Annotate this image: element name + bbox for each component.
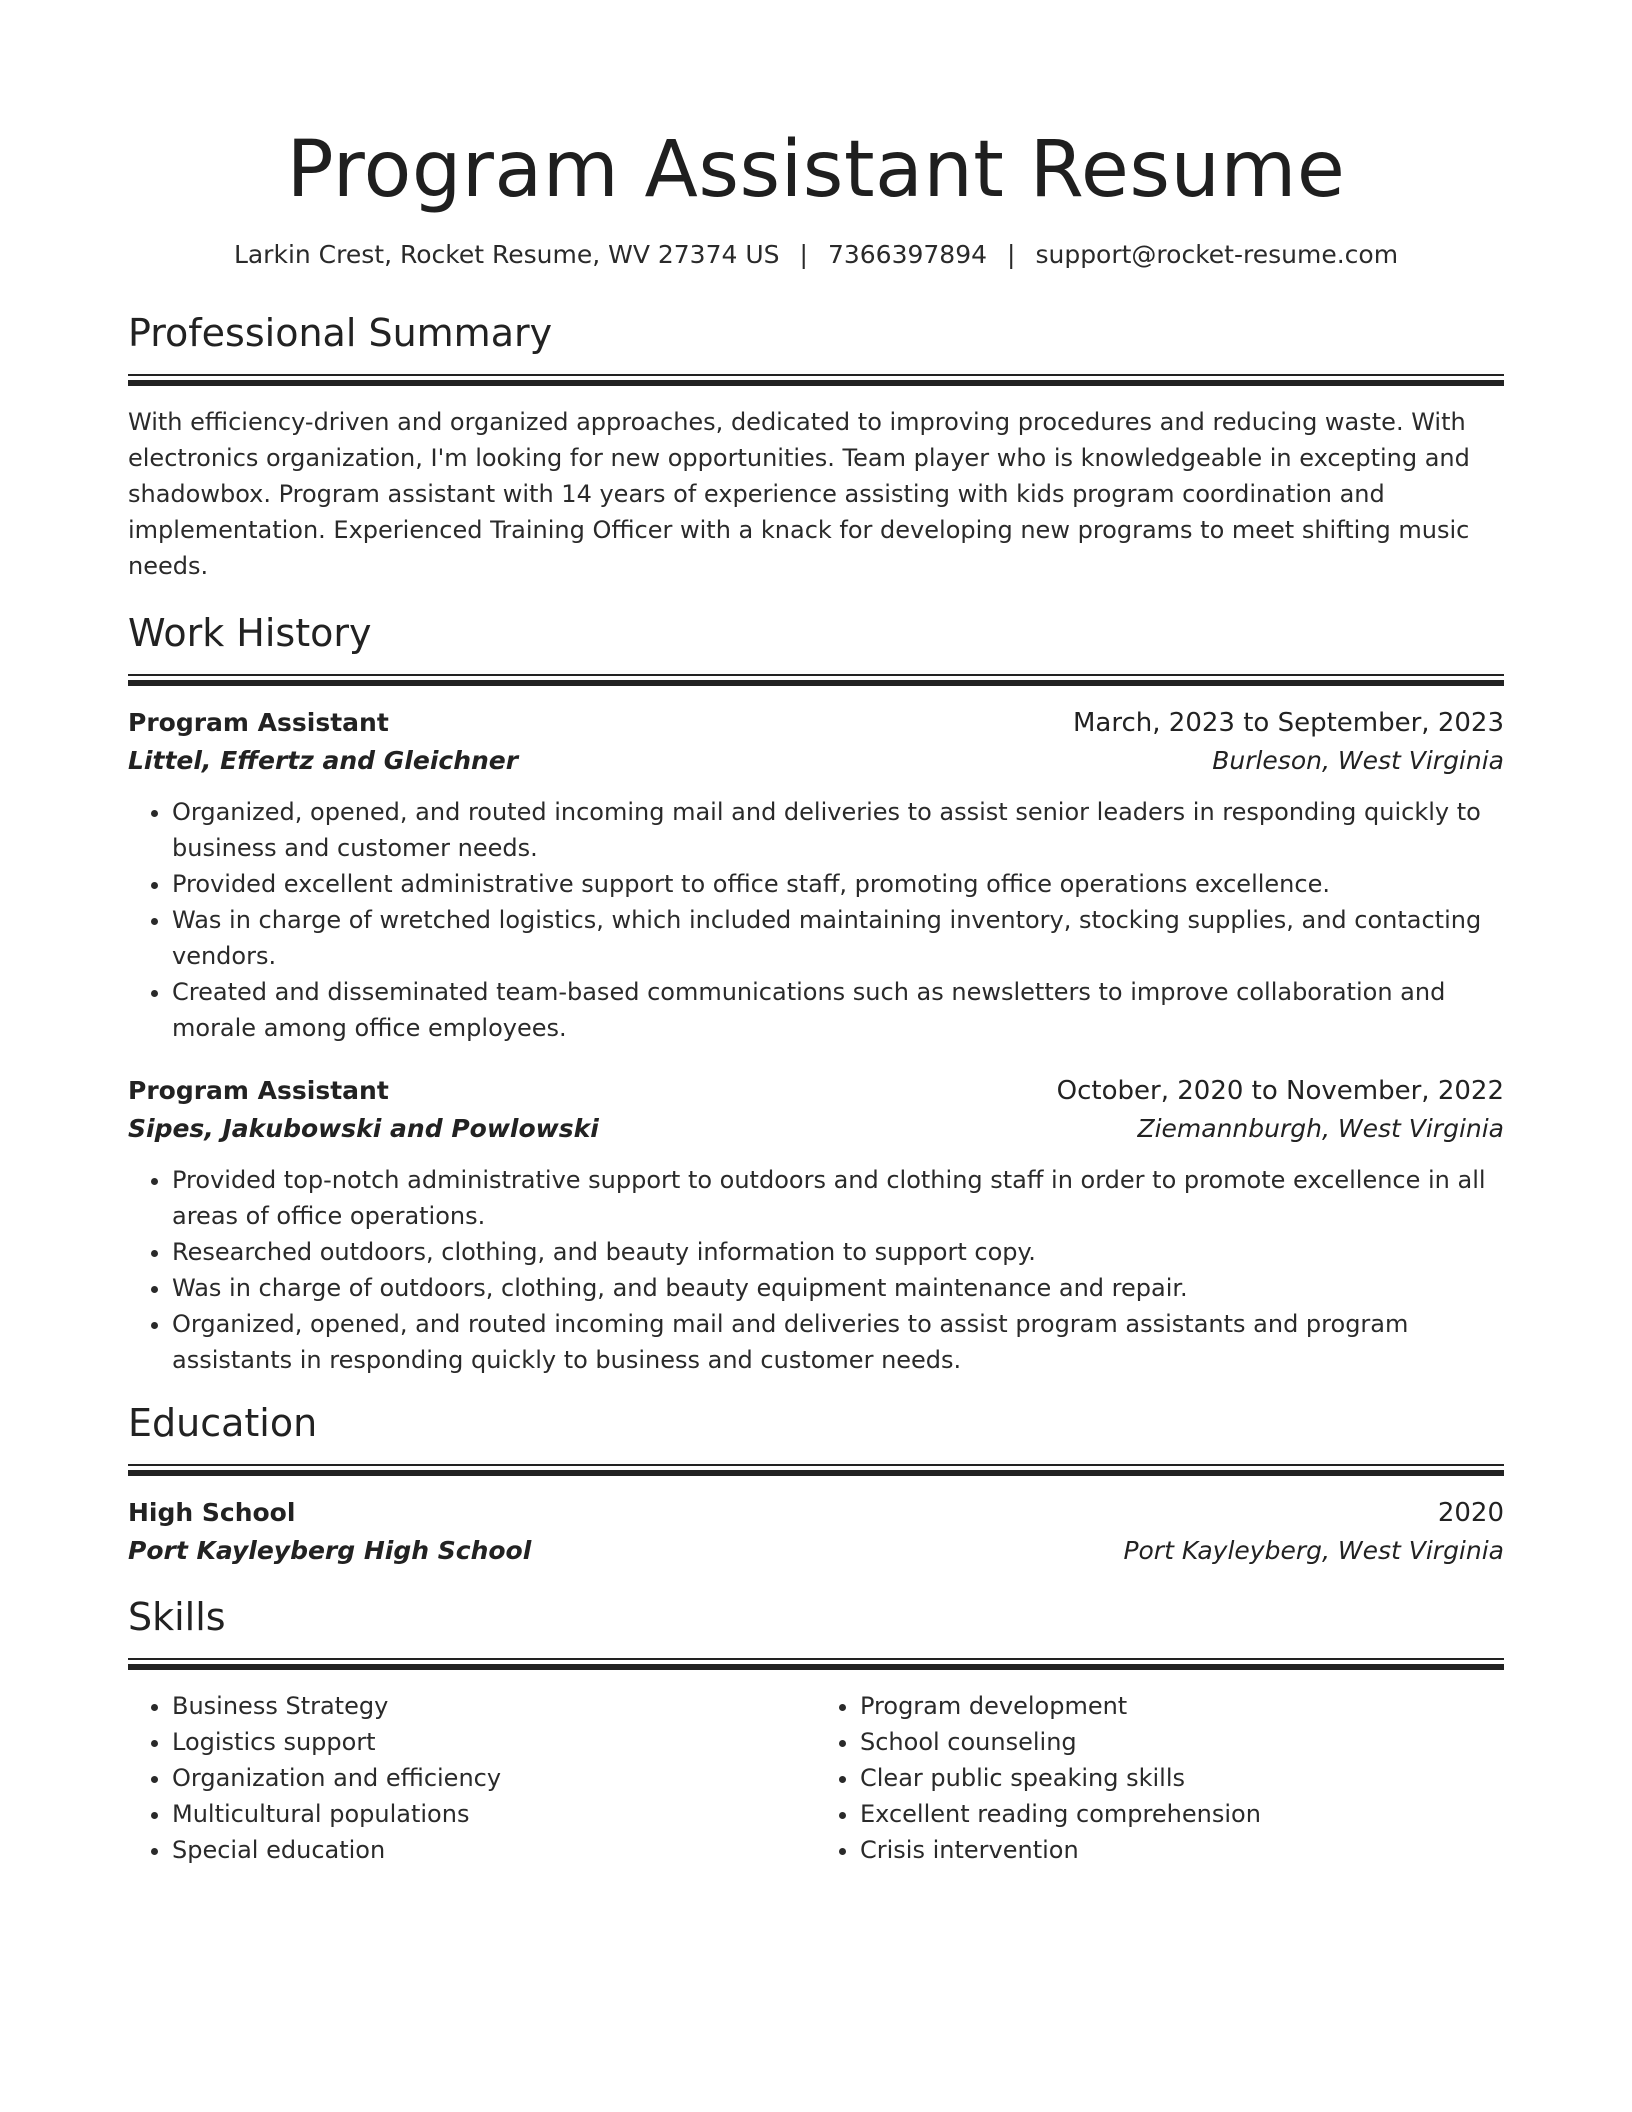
contact-separator: | bbox=[799, 240, 808, 269]
summary-text: With efficiency-driven and organized approaches, dedicated to improving procedures and reducing waste. With electronics organization, I'm looking for new opportunities. Team player who is knowledgeable in excepting and shadowbox. Program assistant with 14 years of experience assisting with kids program coordination and implementation. Experienced Training Officer with a knack for developing new programs to meet shifting music needs. bbox=[128, 408, 1470, 580]
list-item: • Was in charge of outdoors, clothing, and beauty equipment maintenance and repair. bbox=[172, 1270, 1504, 1306]
section-divider bbox=[128, 674, 1504, 686]
job-location: Burleson, West Virginia bbox=[1212, 746, 1504, 775]
list-item: • Provided top-notch administrative support to outdoors and clothing staff in order to promote excellence in all areas of office operations. bbox=[172, 1162, 1504, 1234]
section-divider bbox=[128, 1658, 1504, 1670]
skill-item: • Business Strategy bbox=[172, 1688, 816, 1724]
education-school: Port Kayleyberg High School bbox=[128, 1536, 532, 1565]
list-item: • Researched outdoors, clothing, and beauty information to support copy. bbox=[172, 1234, 1504, 1270]
section-divider bbox=[128, 374, 1504, 386]
list-item: • Provided excellent administrative support to office staff, promoting office operations excellence. bbox=[172, 866, 1504, 902]
education-section bbox=[128, 1398, 1504, 1570]
contact-separator: | bbox=[1007, 240, 1016, 269]
professional-summary-section bbox=[128, 308, 1504, 584]
skill-item: • Excellent reading comprehension bbox=[860, 1796, 1504, 1832]
list-item: • Organized, opened, and routed incoming mail and deliveries to assist senior leaders in responding quickly to business and customer needs. bbox=[172, 794, 1504, 866]
education-year: 2020 bbox=[1437, 1498, 1504, 1528]
skills-grid bbox=[128, 1688, 1504, 1868]
education-degree: High School bbox=[128, 1498, 296, 1527]
section-heading-education: Education bbox=[128, 1401, 318, 1445]
resume-title: Program Assistant Resume bbox=[286, 125, 1346, 215]
skills-section bbox=[128, 1592, 1504, 1868]
job-company: Sipes, Jakubowski and Powlowski bbox=[128, 1114, 599, 1143]
section-heading-work: Work History bbox=[128, 611, 372, 655]
skill-item: • Crisis intervention bbox=[860, 1832, 1504, 1868]
job-company: Littel, Effertz and Gleichner bbox=[128, 746, 519, 775]
contact-phone: 7366397894 bbox=[827, 240, 988, 269]
work-history-section bbox=[128, 608, 1504, 1378]
skill-item: • School counseling bbox=[860, 1724, 1504, 1760]
job-dates: October, 2020 to November, 2022 bbox=[1056, 1076, 1504, 1106]
list-item: • Was in charge of wretched logistics, which included maintaining inventory, stocking supplies, and contacting vendors. bbox=[172, 902, 1504, 974]
job-duties-list bbox=[128, 1162, 1504, 1378]
section-divider bbox=[128, 1464, 1504, 1476]
contact-line bbox=[128, 238, 1504, 272]
education-location: Port Kayleyberg, West Virginia bbox=[1123, 1536, 1504, 1565]
skill-item: • Organization and efficiency bbox=[172, 1760, 816, 1796]
section-heading-summary: Professional Summary bbox=[128, 311, 553, 355]
job-entry bbox=[128, 704, 1504, 1046]
job-entry bbox=[128, 1072, 1504, 1378]
job-duties-list bbox=[128, 794, 1504, 1046]
section-heading-skills: Skills bbox=[128, 1595, 226, 1639]
resume-page bbox=[128, 0, 1504, 1868]
skill-item: • Clear public speaking skills bbox=[860, 1760, 1504, 1796]
list-item: • Organized, opened, and routed incoming mail and deliveries to assist program assistants and program assistants in responding quickly to business and customer needs. bbox=[172, 1306, 1504, 1378]
contact-email: support@rocket-resume.com bbox=[1035, 240, 1399, 269]
skills-list-right bbox=[816, 1688, 1504, 1868]
skill-item: • Program development bbox=[860, 1688, 1504, 1724]
job-dates: March, 2023 to September, 2023 bbox=[1073, 708, 1504, 738]
skill-item: • Special education bbox=[172, 1832, 816, 1868]
job-title: Program Assistant bbox=[128, 708, 389, 737]
list-item: • Created and disseminated team-based communications such as newsletters to improve collaboration and morale among office employees. bbox=[172, 974, 1504, 1046]
skill-item: • Logistics support bbox=[172, 1724, 816, 1760]
job-location: Ziemannburgh, West Virginia bbox=[1137, 1114, 1504, 1143]
contact-address: Larkin Crest, Rocket Resume, WV 27374 US bbox=[233, 240, 780, 269]
job-title: Program Assistant bbox=[128, 1076, 389, 1105]
skill-item: • Multicultural populations bbox=[172, 1796, 816, 1832]
skills-list-left bbox=[128, 1688, 816, 1868]
